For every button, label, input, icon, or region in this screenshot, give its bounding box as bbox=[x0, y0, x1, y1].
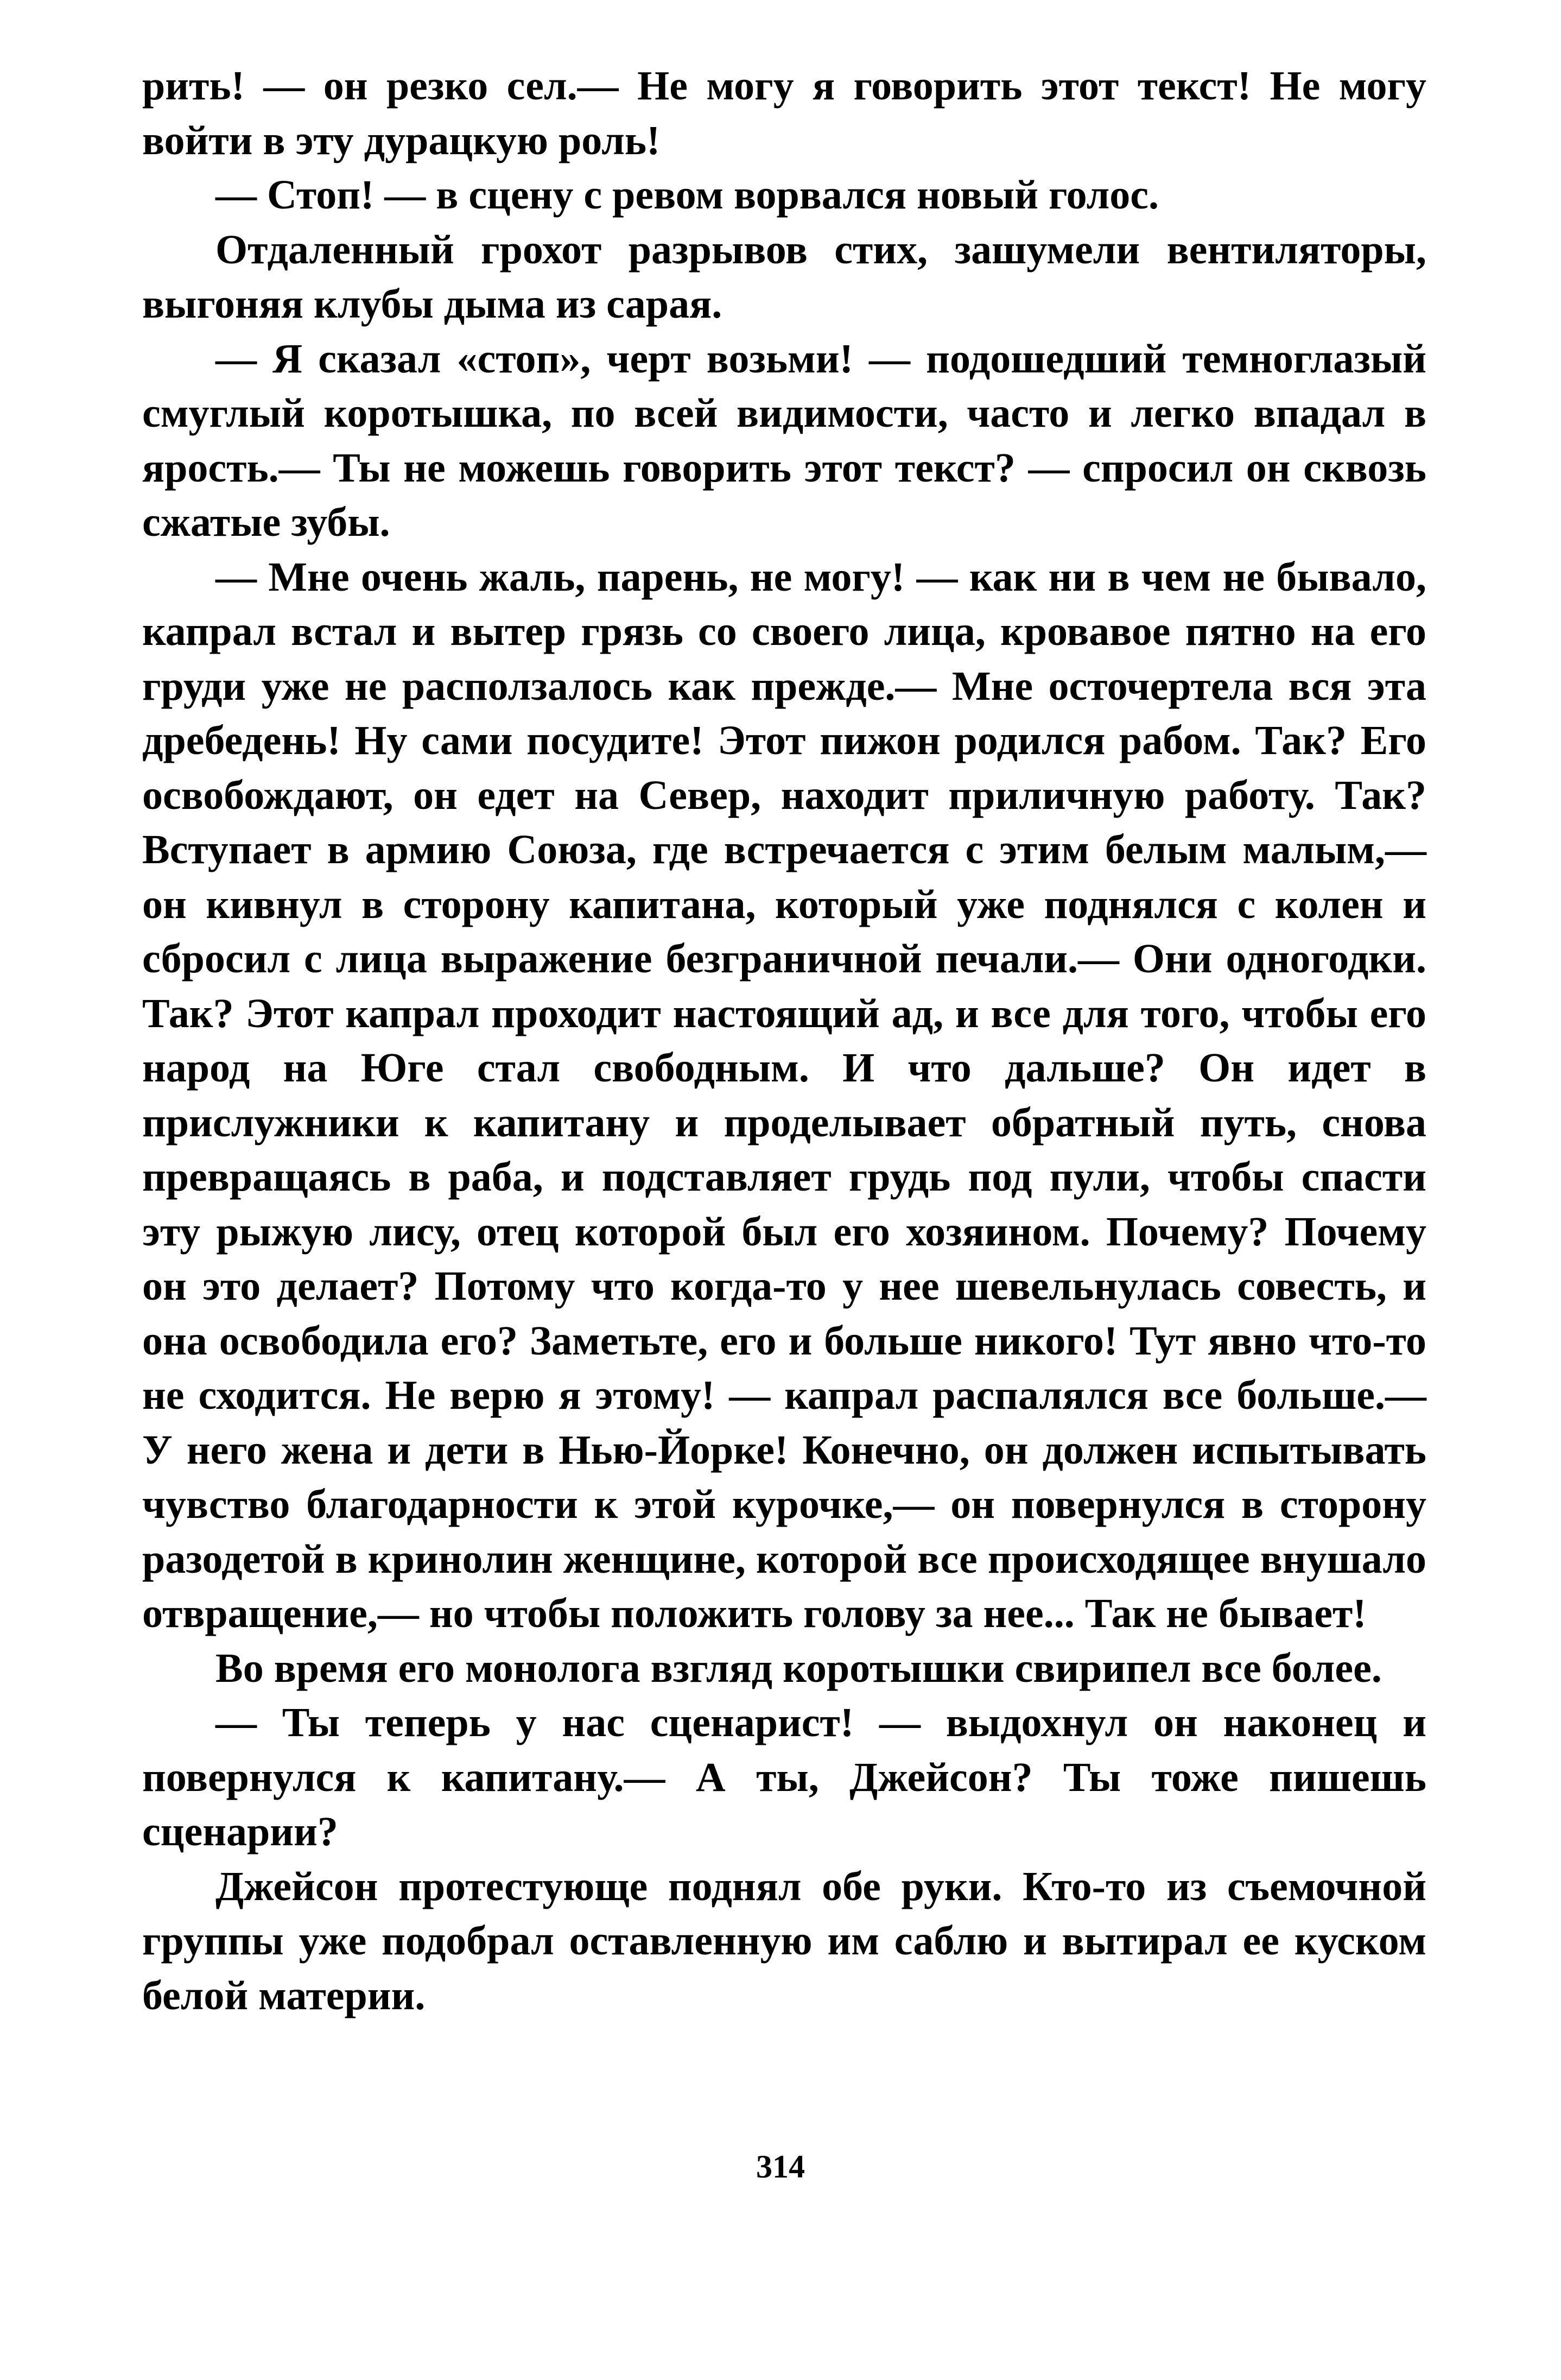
paragraph: Отдаленный грохот разрывов стих, зашумели вентиляторы, выгоняя клубы дыма из сарая. bbox=[142, 226, 1426, 327]
paragraph: Джейсон протестующе поднял обе руки. Кто-то из съемочной группы уже подобрал оставленную им саблю и вытирал ее куском белой материи. bbox=[142, 1863, 1426, 2018]
paragraph: — Я сказал «стоп», черт возьми! — подошедший темноглазый смуглый коротышка, по всей видимости, часто и легко впадал в ярость.— Ты не можешь говорить этот текст? — спросил он сквозь сжатые зубы. bbox=[142, 336, 1426, 545]
paragraph: — Мне очень жаль, парень, не могу! — как ни в чем не бывало, капрал встал и вытер грязь со своего лица, кровавое пятно на его груди уже не расползалось как прежде.— Мне осточертела вся эта дребедень! Ну сами посудите! Этот пижон родился рабом. Так? Его освобождают, он едет на Север, находит приличную работу. Так? Вступает в армию Союза, где встречается с этим белым малым,— он кивнул в сторону капитана, который уже поднялся с колен и сбросил с лица выражение безграничной печали.— Они одногодки. Так? Этот капрал проходит настоящий ад, и все для того, чтобы его народ на Юге стал свободным. И что дальше? Он идет в прислужники к капитану и проделывает обратный путь, снова превращаясь в раба, и подставляет грудь под пули, чтобы спасти эту рыжую лису, отец которой был его хозяином. Почему? Почему он это делает? Потому что когда-то у нее шевельнулась совесть, и она освободила его? Заметьте, его и больше никого! Тут явно что-то не сходится. Не верю я этому! — капрал распалялся все больше.— У него жена и дети в Нью-Йорке! Конечно, он должен испытывать чувство благодарности к этой курочке,— он повернулся в сторону разодетой в кринолин женщине, которой все происходящее внушало отвращение,— но чтобы положить голову за нее... Так не бывает! bbox=[142, 554, 1426, 1636]
paragraph: Во время его монолога взгляд коротышки свирипел все более. bbox=[215, 1645, 1382, 1691]
paragraph: — Ты теперь у нас сценарист! — выдохнул он наконец и повернулся к капитану.— А ты, Джейсон? Ты тоже пишешь сценарии? bbox=[142, 1700, 1426, 1854]
page-body bbox=[142, 59, 1426, 2023]
page-number: 314 bbox=[756, 2149, 805, 2185]
paragraph: — Стоп! — в сцену с ревом ворвался новый голос. bbox=[215, 172, 1159, 218]
paragraph: рить! — он резко сел.— Не могу я говорить этот текст! Не могу войти в эту дурацкую роль! bbox=[142, 63, 1426, 163]
